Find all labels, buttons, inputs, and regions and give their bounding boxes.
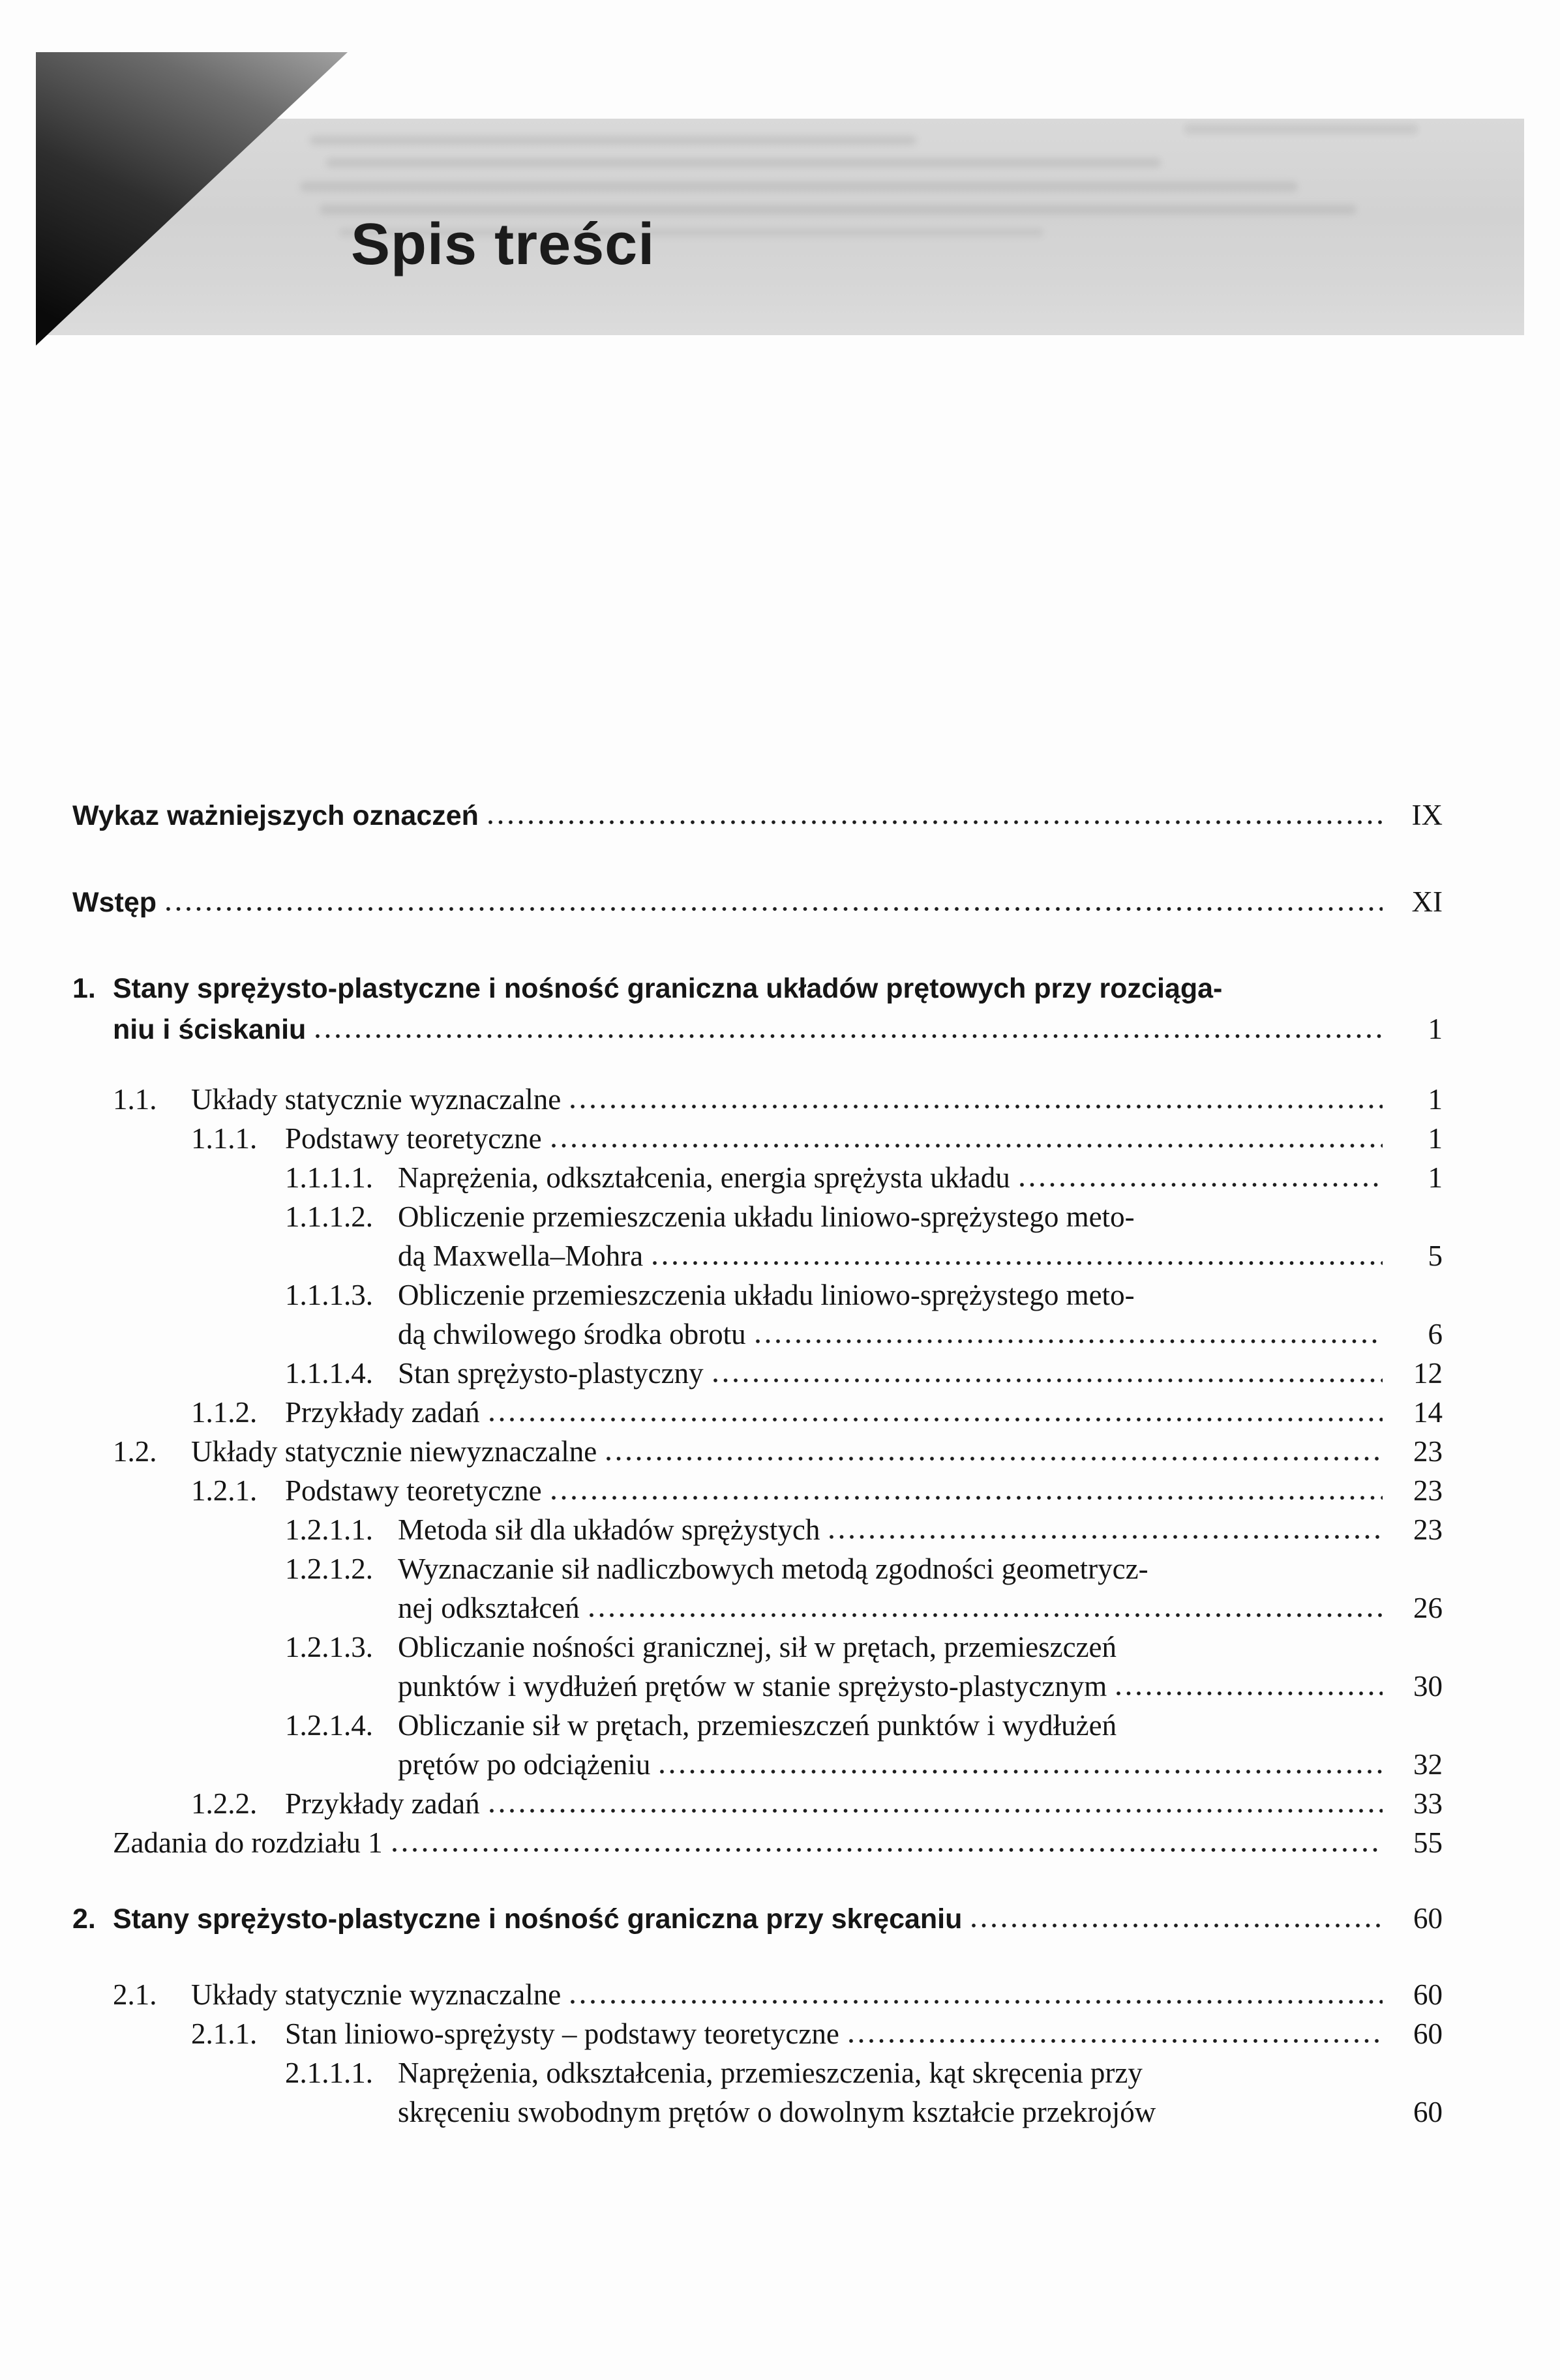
toc-entry	[72, 1275, 1443, 1315]
entry-number: 1.2.	[113, 1435, 157, 1468]
dot-leader	[1231, 992, 1383, 998]
page-number: 5	[1428, 1240, 1443, 1272]
entry-number: 1.1.1.1.	[285, 1161, 373, 1194]
dot-leader	[488, 820, 1383, 825]
page-bleed-texture	[300, 181, 1298, 192]
entry-number: 1.2.2.	[191, 1787, 258, 1820]
toc-entry	[72, 1549, 1443, 1588]
dot-leader	[1126, 1730, 1383, 1735]
entry-title: Obliczanie nośności granicznej, sił w prętach, przemieszczeń	[398, 1631, 1117, 1663]
dot-leader	[489, 1417, 1383, 1422]
toc-entry	[72, 1510, 1443, 1549]
dot-leader	[606, 1456, 1383, 1461]
entry-title: Układy statycznie wyznaczalne	[191, 1083, 562, 1116]
toc-entry	[72, 2053, 1443, 2092]
dot-leader	[551, 1143, 1383, 1148]
toc-entry	[72, 2092, 1443, 2132]
header-band	[36, 119, 1524, 335]
entry-title: Obliczenie przemieszczenia układu liniowo-sprężystego meto-	[398, 1200, 1135, 1233]
dot-leader	[570, 1999, 1383, 2004]
page-title: Spis treści	[351, 212, 655, 277]
dot-leader	[848, 2038, 1383, 2044]
page-number: 55	[1413, 1826, 1443, 1859]
entry-title: Przykłady zadań	[285, 1787, 480, 1820]
toc-entry	[72, 968, 1443, 1009]
entry-number: 1.1.1.3.	[285, 1279, 373, 1311]
toc-entry	[72, 1471, 1443, 1510]
dot-leader	[392, 1847, 1383, 1852]
entry-number: 1.1.	[113, 1083, 157, 1116]
dot-leader	[971, 1923, 1383, 1928]
dot-leader	[755, 1339, 1383, 1344]
toc-entry	[72, 1354, 1443, 1393]
toc-entry	[72, 1236, 1443, 1275]
entry-number: 2.1.1.1.	[285, 2057, 373, 2089]
toc-entry	[72, 1009, 1443, 1050]
entry-title: Podstawy teoretyczne	[285, 1122, 542, 1155]
entry-number: 1.	[72, 973, 96, 1004]
dot-leader	[652, 1260, 1383, 1266]
page-number: IX	[1411, 799, 1443, 831]
entry-title: Obliczanie sił w prętach, przemieszczeń punktów i wydłużeń	[398, 1709, 1117, 1742]
dot-leader	[551, 1495, 1383, 1500]
page-bleed-texture	[326, 158, 1161, 168]
entry-number: 1.1.2.	[191, 1396, 258, 1429]
entry-title: Naprężenia, odkształcenia, energia sprężysta układu	[398, 1161, 1010, 1194]
dot-leader	[1116, 1691, 1383, 1696]
toc-entry	[72, 1119, 1443, 1158]
entry-number: 1.1.1.4.	[285, 1357, 373, 1390]
entry-title: Układy statycznie wyznaczalne	[191, 1978, 562, 2011]
dot-leader	[1144, 1300, 1383, 1305]
entry-number: 1.2.1.1.	[285, 1513, 373, 1546]
toc-entry	[72, 1628, 1443, 1667]
toc-entry	[72, 1667, 1443, 1706]
toc-entry	[72, 1080, 1443, 1119]
dot-leader	[1144, 1221, 1383, 1227]
entry-title: Stan liniowo-sprężysty – podstawy teoretyczne	[285, 2017, 839, 2050]
toc-entry	[72, 882, 1443, 923]
entry-title: Wykaz ważniejszych oznaczeń	[72, 800, 479, 831]
entry-title: Wstęp	[72, 887, 157, 918]
entry-title: Stany sprężysto-plastyczne i nośność graniczna układów prętowych przy rozciąga-	[113, 973, 1223, 1004]
entry-title: dą chwilowego środka obrotu	[398, 1318, 746, 1350]
page-number: 1	[1428, 1013, 1443, 1045]
dot-leader	[1152, 2077, 1383, 2083]
entry-title: Metoda sił dla układów sprężystych	[398, 1513, 820, 1546]
page-bleed-texture	[310, 136, 916, 145]
entry-title: Przykłady zadań	[285, 1396, 480, 1429]
page-number: 60	[1413, 2017, 1443, 2050]
toc-entry	[72, 1197, 1443, 1236]
dot-leader	[1019, 1182, 1383, 1187]
entry-title: dą Maxwella–Mohra	[398, 1240, 644, 1272]
toc-list	[72, 795, 1443, 2132]
dot-leader	[1158, 1573, 1383, 1579]
entry-number: 1.2.1.3.	[285, 1631, 373, 1663]
entry-number: 1.2.1.	[191, 1474, 258, 1507]
page-number: 30	[1413, 1670, 1443, 1703]
page-number: XI	[1411, 885, 1443, 918]
dot-leader	[570, 1104, 1383, 1109]
page-number: 23	[1413, 1435, 1443, 1468]
entry-number: 2.	[72, 1903, 96, 1935]
dot-leader	[659, 1769, 1383, 1774]
page-number: 32	[1413, 1748, 1443, 1781]
dot-leader	[166, 906, 1383, 912]
entry-title: niu i ściskaniu	[113, 1014, 307, 1045]
entry-title: Zadania do rozdziału 1	[113, 1826, 383, 1859]
dot-leader	[315, 1034, 1383, 1039]
page-number: 1	[1428, 1161, 1443, 1194]
page-number: 26	[1413, 1592, 1443, 1624]
toc-entry	[72, 1975, 1443, 2014]
entry-title: nej odkształceń	[398, 1592, 580, 1624]
page-number: 23	[1413, 1513, 1443, 1546]
entry-title: skręceniu swobodnym prętów o dowolnym kształcie przekrojów	[398, 2096, 1156, 2128]
entry-title: punktów i wydłużeń prętów w stanie sprężysto-plastycznym	[398, 1670, 1107, 1703]
page-number: 60	[1413, 2096, 1443, 2128]
entry-title: Układy statycznie niewyznaczalne	[191, 1435, 597, 1468]
page-number: 1	[1428, 1083, 1443, 1116]
entry-number: 1.1.1.	[191, 1122, 258, 1155]
toc-entry	[72, 1315, 1443, 1354]
dot-leader	[489, 1808, 1383, 1813]
entry-title: prętów po odciążeniu	[398, 1748, 651, 1781]
entry-title: Podstawy teoretyczne	[285, 1474, 542, 1507]
toc-entry	[72, 1588, 1443, 1628]
dot-leader	[713, 1378, 1383, 1383]
dot-leader	[1165, 2117, 1383, 2122]
page-number: 12	[1413, 1357, 1443, 1390]
entry-number: 1.1.1.2.	[285, 1200, 373, 1233]
page-number: 60	[1413, 1902, 1443, 1935]
dot-leader	[1126, 1652, 1383, 1657]
toc-entry	[72, 2014, 1443, 2053]
page-bleed-texture	[1184, 124, 1418, 134]
entry-title: Stany sprężysto-plastyczne i nośność graniczna przy skręcaniu	[113, 1903, 963, 1935]
page-number: 23	[1413, 1474, 1443, 1507]
toc-entry	[72, 795, 1443, 836]
page-number: 60	[1413, 1978, 1443, 2011]
entry-title: Naprężenia, odkształcenia, przemieszczenia, kąt skręcenia przy	[398, 2057, 1143, 2089]
toc-entry	[72, 1784, 1443, 1823]
page-number: 14	[1413, 1396, 1443, 1429]
dot-leader	[589, 1613, 1383, 1618]
entry-number: 2.1.1.	[191, 2017, 258, 2050]
toc-entry	[72, 1158, 1443, 1197]
entry-title: Wyznaczanie sił nadliczbowych metodą zgodności geometrycz-	[398, 1553, 1148, 1585]
toc-entry	[72, 1706, 1443, 1745]
entry-number: 2.1.	[113, 1978, 157, 2011]
page-number: 6	[1428, 1318, 1443, 1350]
toc-entry	[72, 1432, 1443, 1471]
toc-entry	[72, 1898, 1443, 1939]
entry-title: Stan sprężysto-plastyczny	[398, 1357, 704, 1390]
toc-entry	[72, 1823, 1443, 1862]
entry-number: 1.2.1.4.	[285, 1709, 373, 1742]
entry-title: Obliczenie przemieszczenia układu liniowo-sprężystego meto-	[398, 1279, 1135, 1311]
page-number: 33	[1413, 1787, 1443, 1820]
dot-leader	[829, 1534, 1383, 1540]
toc-entry	[72, 1393, 1443, 1432]
entry-number: 1.2.1.2.	[285, 1553, 373, 1585]
toc-entry	[72, 1745, 1443, 1784]
page-number: 1	[1428, 1122, 1443, 1155]
